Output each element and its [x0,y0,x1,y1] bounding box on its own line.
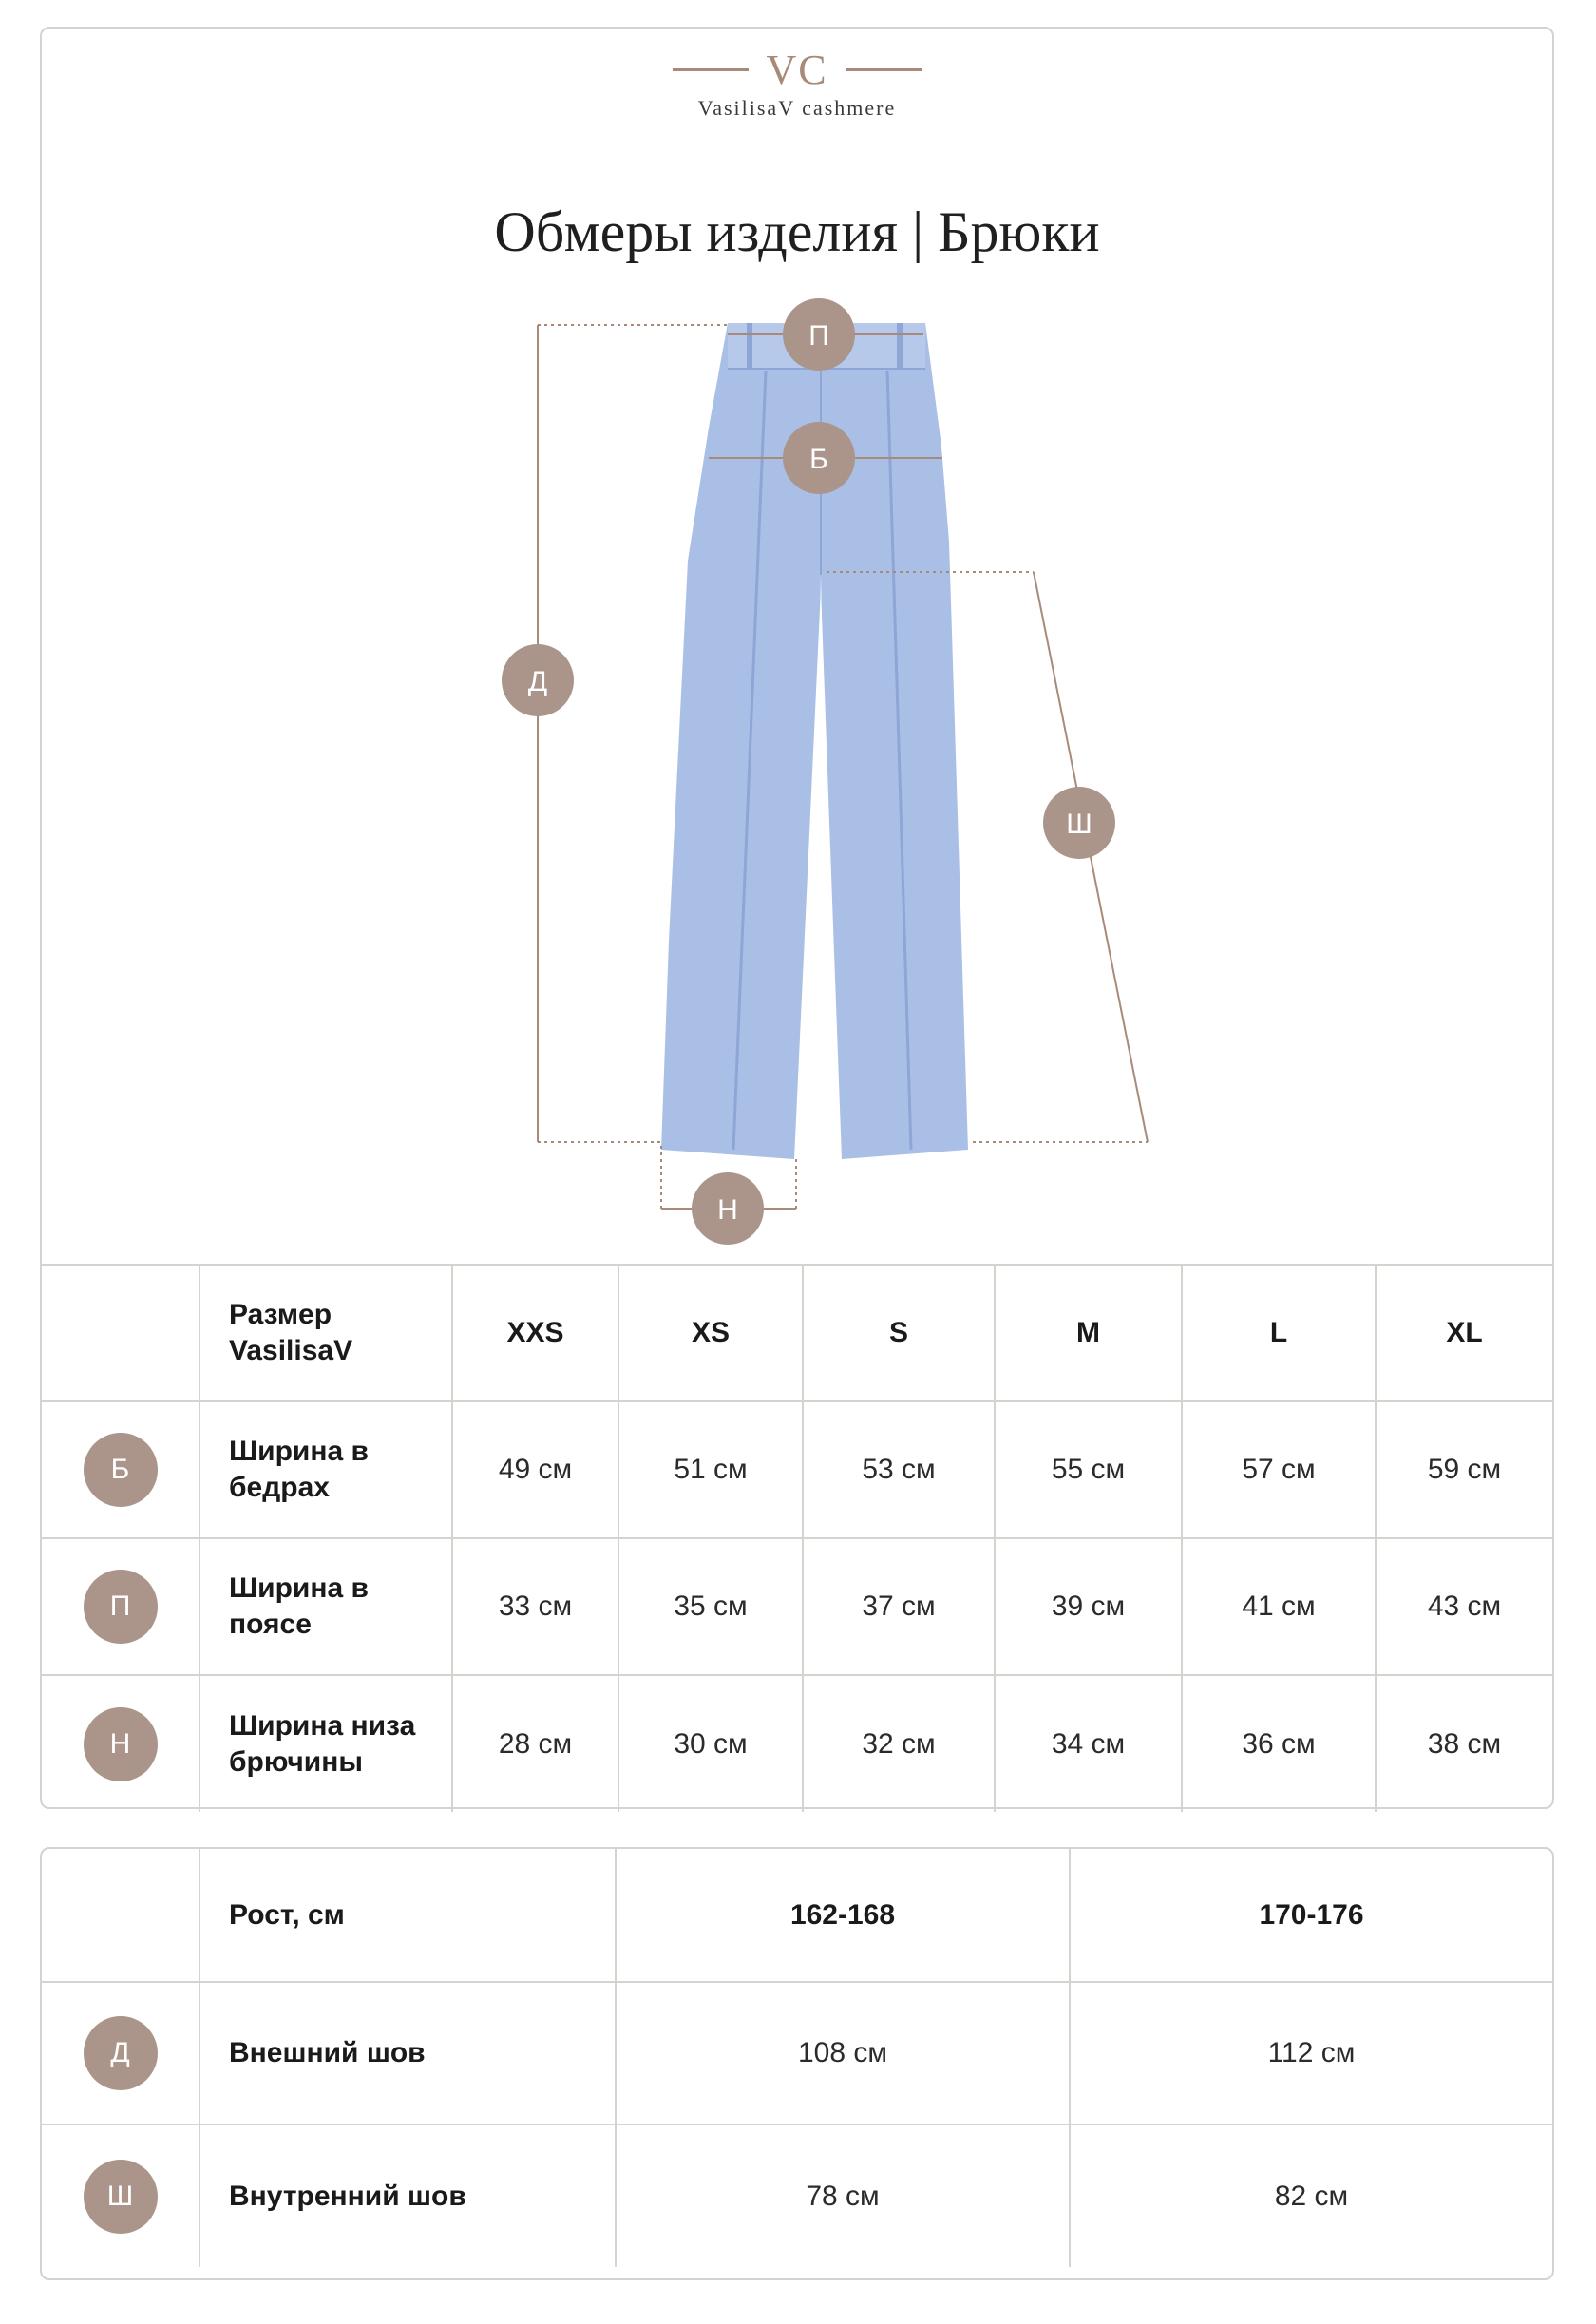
length-badge [502,644,574,716]
table-row [42,1538,1552,1675]
value-cell: 37 см [803,1538,995,1675]
length-row-badge: Д [84,2016,158,2090]
value-cell: 28 см [452,1675,618,1812]
empty-cell [42,1849,200,1982]
value-cell: 34 см [995,1675,1182,1812]
row-label: Ширина в бедрах [200,1401,452,1538]
height-range-1: 162-168 [616,1849,1070,1982]
size-xs: XS [618,1265,803,1401]
height-card [40,1847,1554,2280]
value-cell: 33 см [452,1538,618,1675]
trousers-diagram [42,29,1556,1264]
size-xl: XL [1376,1265,1552,1401]
row-label: Ширина в поясе [200,1538,452,1675]
table-row [42,1982,1552,2124]
value-cell: 112 см [1070,1982,1552,2124]
table-row [42,1401,1552,1538]
table-row [42,1675,1552,1812]
inseam-badge-label: Ш [1066,809,1092,840]
value-cell: 55 см [995,1401,1182,1538]
inseam-badge [1043,787,1115,859]
hips-row-badge: Б [84,1433,158,1507]
height-header-row [42,1849,1552,1982]
hips-badge-label: Б [809,444,828,475]
value-cell: 39 см [995,1538,1182,1675]
waist-row-badge: П [84,1570,158,1644]
table-row [42,2124,1552,2267]
page-title: Обмеры изделия | Брюки [494,200,1100,263]
waist-badge-label: П [808,320,829,352]
value-cell: 57 см [1182,1401,1376,1538]
hem-row-badge: Н [84,1707,158,1781]
size-header-row [42,1265,1552,1401]
hem-badge-label: Н [717,1194,738,1226]
row-label: Внешний шов [200,1982,616,2124]
logo-monogram: VC [766,47,828,93]
hips-badge [783,422,855,494]
height-header-label: Рост, см [200,1849,616,1982]
brand-name: VasilisaV cashmere [697,96,897,120]
value-cell: 32 см [803,1675,995,1812]
size-xxs: XXS [452,1265,618,1401]
size-l: L [1182,1265,1376,1401]
size-header-label: Размер VasilisaV [200,1265,452,1401]
hem-badge [692,1172,764,1245]
row-label: Ширина низа брючины [200,1675,452,1812]
value-cell: 108 см [616,1982,1070,2124]
value-cell: 51 см [618,1401,803,1538]
value-cell: 43 см [1376,1538,1552,1675]
size-s: S [803,1265,995,1401]
value-cell: 38 см [1376,1675,1552,1812]
size-table [42,1264,1552,1812]
value-cell: 41 см [1182,1538,1376,1675]
value-cell: 82 см [1070,2124,1552,2267]
length-badge-label: Д [527,666,548,697]
value-cell: 36 см [1182,1675,1376,1812]
value-cell: 30 см [618,1675,803,1812]
value-cell: 35 см [618,1538,803,1675]
value-cell: 59 см [1376,1401,1552,1538]
inseam-row-badge: Ш [84,2160,158,2234]
value-cell: 53 см [803,1401,995,1538]
size-m: M [995,1265,1182,1401]
row-label: Внутренний шов [200,2124,616,2267]
height-table [42,1849,1552,2267]
waist-badge [783,298,855,371]
value-cell: 49 см [452,1401,618,1538]
empty-cell [42,1265,200,1401]
height-range-2: 170-176 [1070,1849,1552,1982]
measurements-card [40,27,1554,1809]
value-cell: 78 см [616,2124,1070,2267]
